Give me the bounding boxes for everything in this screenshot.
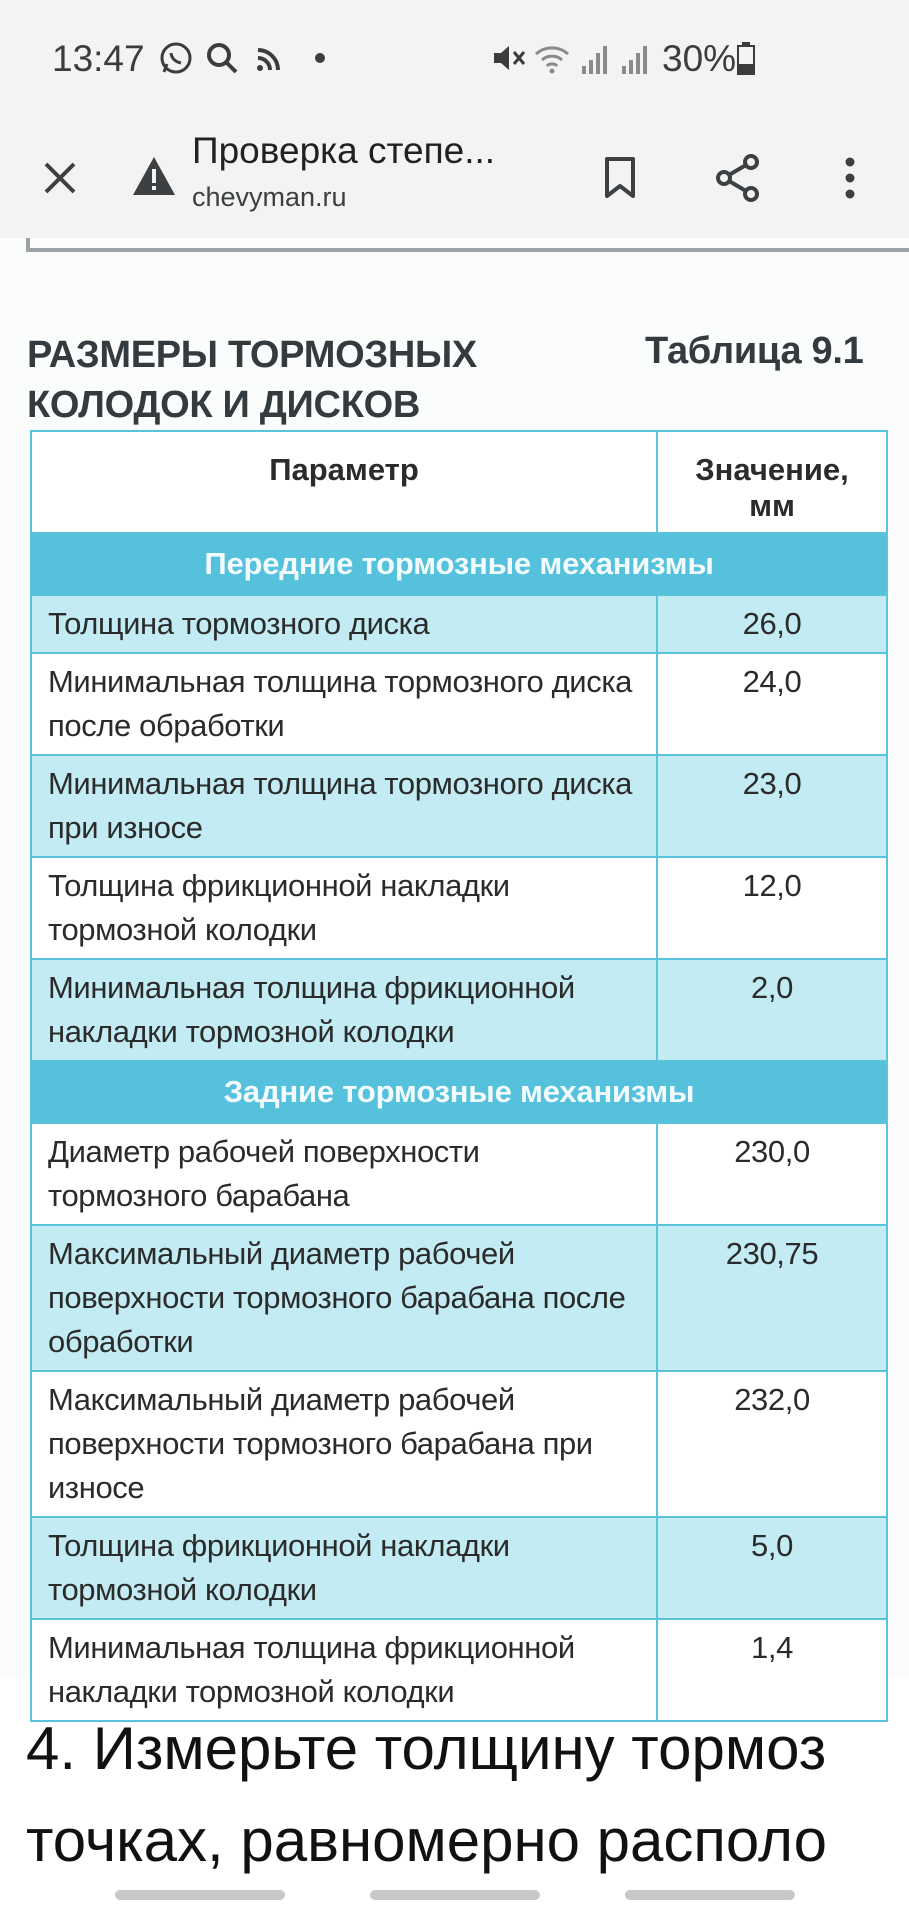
page-content[interactable]	[0, 238, 909, 1880]
signal-icon	[578, 40, 614, 76]
nav-handle[interactable]	[625, 1890, 795, 1900]
page-url[interactable]: chevyman.ru	[192, 182, 347, 212]
table-row	[31, 1371, 887, 1517]
nav-handle[interactable]	[115, 1890, 285, 1900]
bookmark-icon	[603, 156, 637, 200]
heading-line: РАЗМЕРЫ ТОРМОЗНЫХ	[27, 334, 477, 376]
table-number: Таблица 9.1	[645, 330, 864, 372]
status-bar	[0, 0, 909, 120]
value-cell: 12,0	[657, 857, 887, 959]
close-icon	[40, 158, 80, 198]
param-cell: Толщина фрикционной накладки тормозной колодки	[31, 857, 657, 959]
section-row	[31, 533, 887, 595]
whatsapp-icon	[158, 40, 194, 76]
table-row	[31, 857, 887, 959]
value-cell: 232,0	[657, 1371, 887, 1517]
section-title-rear: Задние тормозные механизмы	[31, 1061, 887, 1123]
value-cell: 1,4	[657, 1619, 887, 1721]
wifi-icon	[534, 40, 570, 76]
header-line: Значение,	[695, 452, 849, 487]
table-row	[31, 595, 887, 653]
search-icon	[204, 40, 240, 76]
battery-percent: 30%	[662, 38, 737, 79]
param-cell: Диаметр рабочей поверхности тормозного барабана	[31, 1123, 657, 1225]
table-row	[31, 959, 887, 1061]
value-cell: 24,0	[657, 653, 887, 755]
param-cell: Минимальная толщина фрикционной накладки тормозной колодки	[31, 1619, 657, 1721]
close-button[interactable]	[28, 146, 92, 210]
divider	[26, 248, 909, 252]
warning-icon	[131, 155, 177, 197]
nav-handle[interactable]	[370, 1890, 540, 1900]
brake-dimensions-table	[30, 430, 888, 1722]
share-button[interactable]	[706, 146, 770, 210]
value-cell: 5,0	[657, 1517, 887, 1619]
value-cell: 230,75	[657, 1225, 887, 1371]
article-line: 4. Измерьте толщину тормоз	[26, 1715, 827, 1782]
more-vert-icon	[844, 156, 856, 200]
column-header-parameter: Параметр	[31, 431, 657, 533]
signal-icon	[618, 40, 654, 76]
table-row	[31, 1123, 887, 1225]
value-cell: 23,0	[657, 755, 887, 857]
document-image	[0, 238, 909, 1709]
section-title-front: Передние тормозные механизмы	[31, 533, 887, 595]
param-cell: Минимальная толщина фрикционной накладки тормозной колодки	[31, 959, 657, 1061]
site-warning-button[interactable]	[130, 152, 178, 200]
section-row	[31, 1061, 887, 1123]
value-cell: 2,0	[657, 959, 887, 1061]
param-cell: Толщина тормозного диска	[31, 595, 657, 653]
mute-icon	[490, 40, 526, 76]
value-cell: 230,0	[657, 1123, 887, 1225]
param-cell: Толщина фрикционной накладки тормозной колодки	[31, 1517, 657, 1619]
param-cell: Минимальная толщина тормозного диска при износе	[31, 755, 657, 857]
dot-icon	[302, 40, 338, 76]
value-cell: 26,0	[657, 595, 887, 653]
menu-button[interactable]	[818, 146, 882, 210]
divider	[26, 238, 30, 252]
param-cell: Минимальная толщина тормозного диска после обработки	[31, 653, 657, 755]
table-row	[31, 755, 887, 857]
share-icon	[715, 153, 761, 203]
param-cell: Максимальный диаметр рабочей поверхности тормозного барабана после обработки	[31, 1225, 657, 1371]
cast-icon	[252, 40, 288, 76]
browser-toolbar	[0, 120, 909, 238]
table-row	[31, 1225, 887, 1371]
table-row	[31, 653, 887, 755]
bookmark-button[interactable]	[588, 146, 652, 210]
header-line: мм	[749, 488, 795, 523]
param-cell: Максимальный диаметр рабочей поверхности тормозного барабана при износе	[31, 1371, 657, 1517]
table-heading	[27, 330, 477, 430]
column-header-value	[657, 431, 887, 533]
heading-line: КОЛОДОК И ДИСКОВ	[27, 384, 420, 426]
page-title[interactable]: Проверка степе...	[192, 130, 496, 171]
system-nav-bar	[0, 1880, 909, 1920]
article-line: точках, равномерно располо	[26, 1807, 828, 1874]
battery-icon	[736, 40, 756, 76]
article-text	[26, 1703, 827, 1880]
status-time: 13:47	[52, 38, 145, 79]
table-row	[31, 1517, 887, 1619]
